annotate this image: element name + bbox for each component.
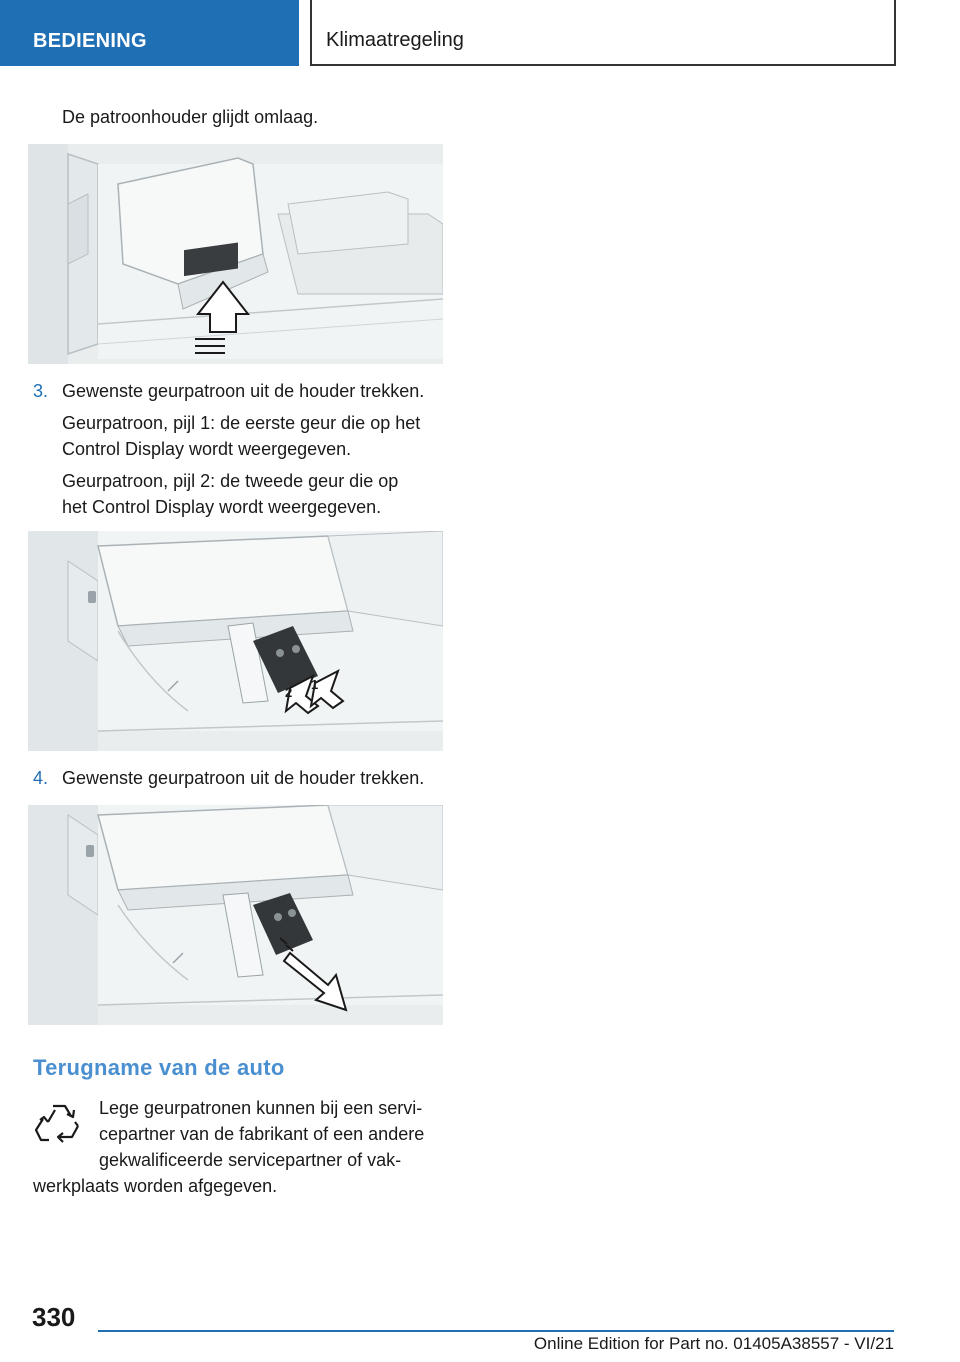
arrow-label-2: 2 bbox=[285, 685, 293, 700]
step-text: Gewenste geurpatroon uit de houder trekken. bbox=[62, 768, 425, 788]
intro-text: De patroonhouder glijdt omlaag. bbox=[62, 107, 319, 127]
footer-edition: Online Edition for Part no. 01405A38557 - VI/21 bbox=[533, 1334, 894, 1353]
arrow-label-1: 1 bbox=[311, 677, 319, 692]
section-text-line: Lege geurpatronen kunnen bij een servi- bbox=[99, 1098, 423, 1118]
section-text-line: gekwalificeerde servicepartner of vak- bbox=[99, 1150, 402, 1170]
step-number: 3. bbox=[33, 381, 49, 401]
illustration-holder bbox=[28, 144, 443, 364]
illustration-cartridge-arrows bbox=[28, 531, 443, 751]
step-detail: Geurpatroon, pijl 2: de tweede geur die op het Control Display wordt weergegeven. bbox=[62, 471, 399, 517]
illustration-cartridge-pulled bbox=[28, 805, 443, 1025]
section-text-line: werkplaats worden afgegeven. bbox=[33, 1176, 278, 1196]
recycle-icon bbox=[33, 1100, 85, 1152]
page-number: 330 bbox=[32, 1302, 76, 1332]
figure-cartridge-arrows bbox=[28, 531, 443, 751]
step-text: Gewenste geurpatroon uit de houder trekken. bbox=[62, 381, 425, 401]
section-text-line: cepartner van de fabrikant of een andere bbox=[99, 1124, 425, 1144]
footer-divider bbox=[98, 1330, 894, 1332]
step-number: 4. bbox=[33, 768, 49, 788]
figure-cartridge-pulled bbox=[28, 805, 443, 1025]
chapter-title: Klimaatregeling bbox=[310, 0, 896, 66]
step-detail: Geurpatroon, pijl 1: de eerste geur die op het Control Display wordt weergegeven. bbox=[62, 413, 421, 459]
figure-holder-slides-down bbox=[28, 144, 443, 364]
section-tab: BEDIENING bbox=[0, 0, 299, 66]
section-heading: Terugname van de auto bbox=[33, 1055, 285, 1080]
